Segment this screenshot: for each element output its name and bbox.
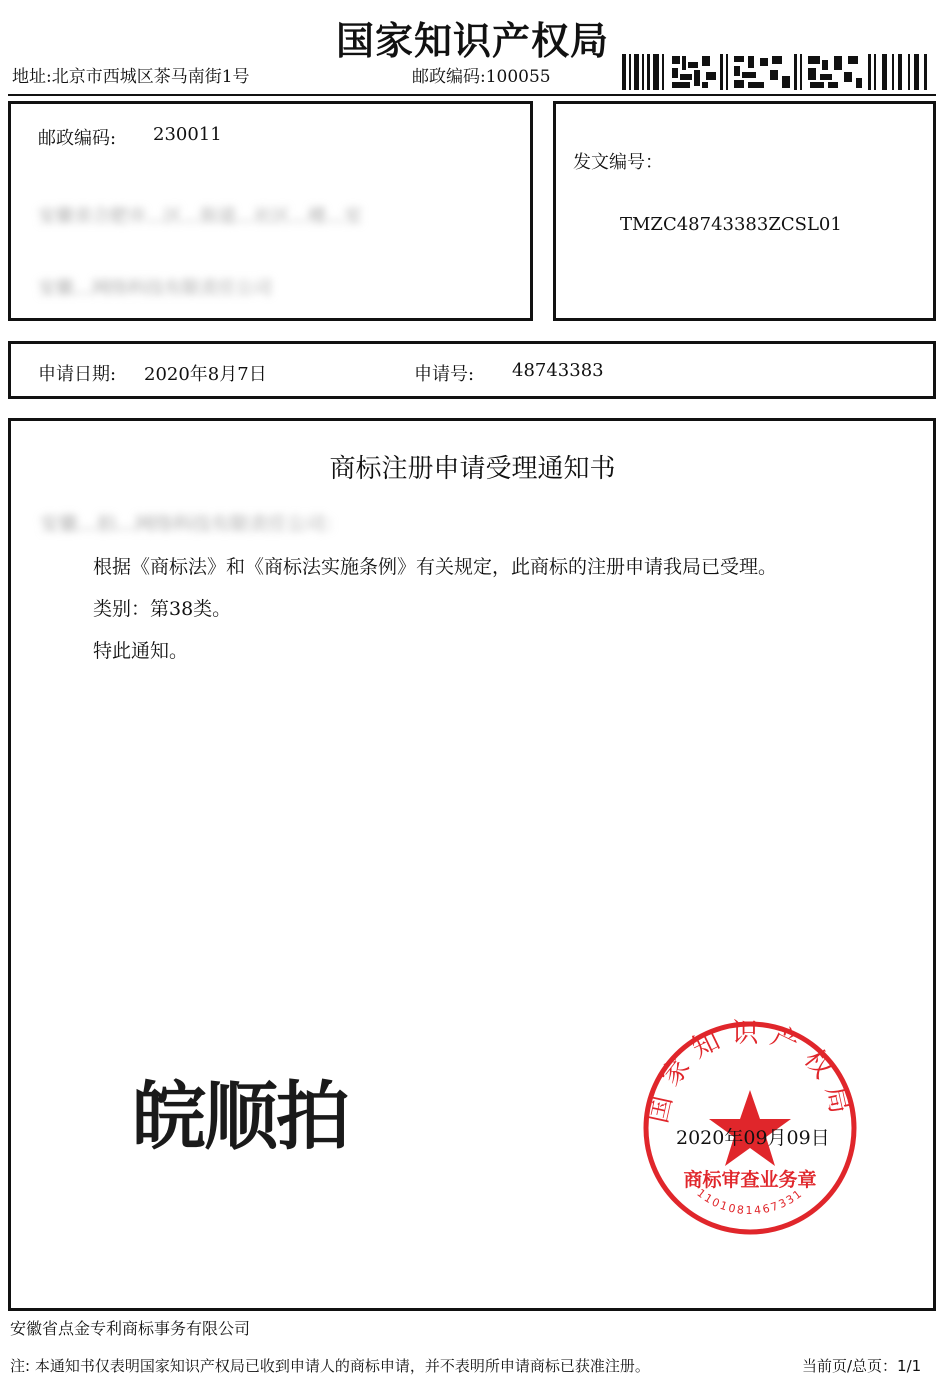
recipient-postal-label: 邮政编码: bbox=[38, 128, 117, 149]
recipient-name: 安徽…网络科技有限责任公司 bbox=[38, 278, 272, 299]
application-date-label: 申请日期: bbox=[38, 364, 117, 385]
footer-note: 注: 本通知书仅表明国家知识产权局已收到申请人的商标申请，并不表明所申请商标已获准注册。 bbox=[10, 1357, 650, 1375]
office-title: 国家知识产权局 bbox=[335, 19, 609, 63]
agent-name: 安徽省点金专利商标事务有限公司 bbox=[10, 1319, 251, 1338]
doc-number-label: 发文编号： bbox=[573, 152, 663, 173]
recipient-box bbox=[8, 101, 533, 321]
application-number-label: 申请号: bbox=[414, 364, 475, 385]
stamp-date: 2020年09月09日 bbox=[676, 1127, 830, 1149]
application-date-value: 2020年8月7日 bbox=[144, 364, 267, 385]
notice-addressee: 安徽…拍…网络科技有限责任公司： bbox=[40, 513, 345, 535]
office-postal-code: 邮政编码:100055 bbox=[412, 67, 551, 87]
header-rule bbox=[8, 94, 936, 96]
svg-text:国家知识产权局: 国家知识产权局 bbox=[642, 1018, 858, 1127]
notice-category: 类别：第38类。 bbox=[93, 598, 232, 620]
recipient-postal-value: 230011 bbox=[153, 124, 222, 145]
barcode bbox=[622, 54, 932, 90]
trademark-watermark: 皖顺拍 bbox=[132, 1074, 348, 1160]
application-info-box bbox=[8, 341, 936, 399]
notice-closing: 特此通知。 bbox=[93, 640, 189, 662]
svg-text:1101081467331: 1101081467331 bbox=[694, 1186, 806, 1218]
document-number-box bbox=[553, 101, 936, 321]
notice-body: 根据《商标法》和《商标法实施条例》有关规定，此商标的注册申请我局已受理。 bbox=[93, 556, 778, 578]
recipient-address: 安徽省合肥市…区…街道…社区…楼…室 bbox=[38, 206, 362, 227]
page-indicator: 当前页/总页：1/1 bbox=[802, 1357, 922, 1375]
notice-title: 商标注册申请受理通知书 bbox=[329, 454, 616, 484]
office-address: 地址:北京市西城区茶马南街1号 bbox=[12, 67, 250, 87]
doc-number-value: TMZC48743383ZCSL01 bbox=[620, 214, 842, 235]
application-number-value: 48743383 bbox=[512, 360, 604, 381]
svg-text:商标审查业务章: 商标审查业务章 bbox=[683, 1169, 817, 1191]
